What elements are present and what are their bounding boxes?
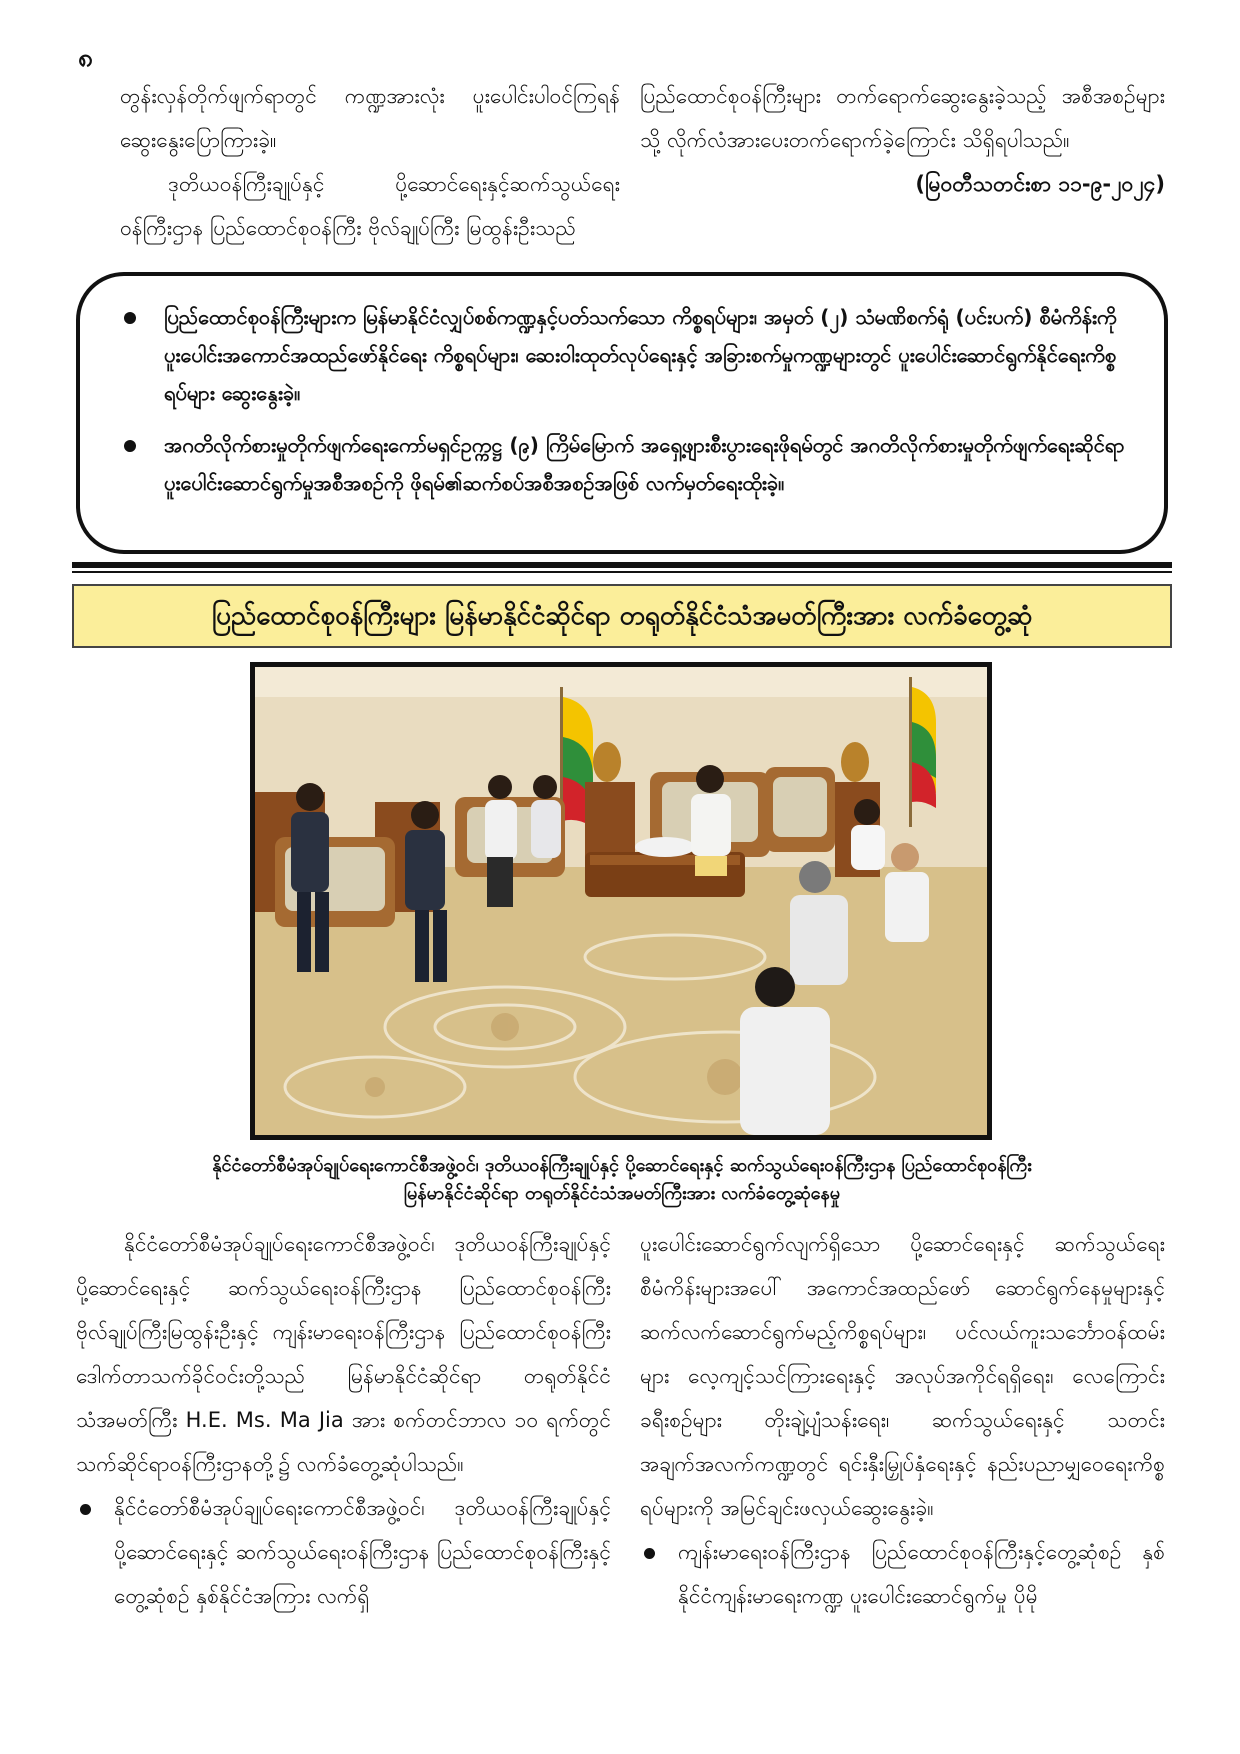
top-left-column [120, 74, 620, 250]
meeting-photo [250, 662, 992, 1140]
article-headline: ပြည်ထောင်စုဝန်ကြီးများ မြန်မာနိုင်ငံဆိုင်ရာ တရုတ်နိုင်ငံသံအမတ်ကြီးအား လက်ခံတွေ့ဆုံ [72, 584, 1172, 648]
summary-item-text: ပြည်ထောင်စုဝန်ကြီးများက မြန်မာနိုင်ငံလျှပ်စစ်ကဏ္ဍနှင့်ပတ်သက်သော ကိစ္စရပ်များ၊ အမှတ် (၂) သံမဏိစက်ရုံ (ပင်းပက်) စီမံကိန်းကို ပူးပေါင်းအကောင်အထည်ဖော်နိုင်ရေး ကိစ္စရပ်များ၊ ဆေးဝါးထုတ်လုပ်ရေးနှင့် အခြားစက်မှုကဏ္ဍများတွင် ပူးပေါင်းဆောင်ရွက်နိုင်ရေးကိစ္စရပ်များ ဆွေးနွေးခဲ့။ [164, 305, 1117, 405]
caption-line: မြန်မာနိုင်ငံဆိုင်ရာ တရုတ်နိုင်ငံသံအမတ်ကြီးအား လက်ခံတွေ့ဆုံနေမှု [403, 1183, 840, 1204]
summary-item [124, 298, 1130, 412]
divider-thick [72, 562, 1172, 568]
paragraph: တွန်းလှန်တိုက်ဖျက်ရာတွင် ကဏ္ဍအားလုံး ပူးပေါင်းပါဝင်ကြရန် ဆွေးနွေးပြောကြားခဲ့။ [120, 84, 620, 152]
body-right-column [640, 1222, 1165, 1618]
summary-item [124, 426, 1130, 502]
paragraph: ပူးပေါင်းဆောင်ရွက်လျက်ရှိသော ပို့ဆောင်ရေးနှင့် ဆက်သွယ်ရေးစီမံကိန်းများအပေါ် အကောင်အထည်ဖော် ဆောင်ရွက်နေမှုများနှင့် ဆက်လက်ဆောင်ရွက်မည့်ကိစ္စရပ်များ၊ ပင်လယ်ကူးသင်္ဘောဝန်ထမ်းများ လေ့ကျင့်သင်ကြားရေးနှင့် အလုပ်အကိုင်ရရှိရေး၊ လေကြောင်းခရီးစဉ်များ တိုးချဲ့ပျံသန်းရေး၊ ဆက်သွယ်ရေးနှင့် သတင်းအချက်အလက်ကဏ္ဍတွင် ရင်းနှီးမြှုပ်နှံရေးနှင့် နည်းပညာမျှဝေရေးကိစ္စရပ်များကို အမြင်ချင်းဖလှယ်ဆွေးနွေးခဲ့။ [640, 1232, 1165, 1520]
caption-line: နိုင်ငံတော်စီမံအုပ်ချုပ်ရေးကောင်စီအဖွဲ့ဝင်၊ ဒုတိယဝန်ကြီးချုပ်နှင့် ပို့ဆောင်ရေးနှင့် ဆက်သွယ်ရေးဝန်ကြီးဌာန ပြည်ထောင်စုဝန်ကြီး [212, 1155, 1032, 1176]
page-number: ၈ [78, 43, 93, 73]
news-source: (မြဝတီသတင်းစာ ၁၁-၉-၂၀၂၄) [915, 172, 1165, 196]
bullet-icon [644, 1548, 655, 1559]
bullet-paragraph [76, 1486, 611, 1618]
bullet-paragraph [640, 1530, 1165, 1618]
bullet-icon [124, 312, 136, 324]
summary-list [124, 298, 1130, 502]
summary-box [76, 272, 1168, 554]
bullet-icon [80, 1504, 91, 1515]
top-right-column [640, 74, 1165, 206]
photo-caption [76, 1152, 1168, 1208]
paragraph: နိုင်ငံတော်စီမံအုပ်ချုပ်ရေးကောင်စီအဖွဲ့ဝင်၊ ဒုတိယဝန်ကြီးချုပ်နှင့် ပို့ဆောင်ရေးနှင့် ဆက်သွယ်ရေးဝန်ကြီးဌာန ပြည်ထောင်စုဝန်ကြီး ဗိုလ်ချုပ်ကြီးမြထွန်းဦးနှင့် ကျန်းမာရေးဝန်ကြီးဌာန ပြည်ထောင်စုဝန်ကြီး ဒေါက်တာသက်ခိုင်ဝင်းတို့သည် မြန်မာနိုင်ငံဆိုင်ရာ တရုတ်နိုင်ငံသံအမတ်ကြီး H.E. Ms. Ma Jia အား စက်တင်ဘာလ ၁၀ ရက်တွင် သက်ဆိုင်ရာဝန်ကြီးဌာနတို့၌ လက်ခံတွေ့ဆုံပါသည်။ [76, 1232, 611, 1476]
bullet-text: နိုင်ငံတော်စီမံအုပ်ချုပ်ရေးကောင်စီအဖွဲ့ဝင်၊ ဒုတိယဝန်ကြီးချုပ်နှင့် ပို့ဆောင်ရေးနှင့် ဆက်သွယ်ရေးဝန်ကြီးဌာန ပြည်ထောင်စုဝန်ကြီးနှင့်တွေ့ဆုံစဉ် နှစ်နိုင်ငံအကြား လက်ရှိ [114, 1496, 611, 1608]
bullet-icon [124, 440, 136, 452]
divider-thin [72, 571, 1172, 573]
body-left-column [76, 1222, 611, 1618]
bullet-text: ကျန်းမာရေးဝန်ကြီးဌာန ပြည်ထောင်စုဝန်ကြီးနှင့်တွေ့ဆုံစဉ် နှစ်နိုင်ငံကျန်းမာရေးကဏ္ဍ ပူးပေါင်းဆောင်ရွက်မှု ပိုမို [678, 1540, 1165, 1608]
paragraph: ပြည်ထောင်စုဝန်ကြီးများ တက်ရောက်ဆွေးနွေးခဲ့သည့် အစီအစဉ်များသို့ လိုက်လံအားပေးတက်ရောက်ခဲ့ကြောင်း သိရှိရပါသည်။ [640, 84, 1165, 152]
summary-item-text: အဂတိလိုက်စားမှုတိုက်ဖျက်ရေးကော်မရှင်ဥက္ကဋ္ဌ (၉) ကြိမ်မြောက် အရှေ့ဖျားစီးပွားရေးဖိုရမ်တွင် အဂတိလိုက်စားမှုတိုက်ဖျက်ရေးဆိုင်ရာ ပူးပေါင်းဆောင်ရွက်မှုအစီအစဉ်ကို ဖိုရမ်၏ဆက်စပ်အစီအစဉ်အဖြစ် လက်မှတ်ရေးထိုးခဲ့။ [164, 433, 1125, 495]
meeting-photo-illustration [255, 667, 987, 1135]
paragraph: ဒုတိယဝန်ကြီးချုပ်နှင့် ပို့ဆောင်ရေးနှင့်ဆက်သွယ်ရေးဝန်ကြီးဌာန ပြည်ထောင်စုဝန်ကြီး ဗိုလ်ချုပ်ကြီး မြထွန်းဦးသည် [120, 172, 620, 240]
